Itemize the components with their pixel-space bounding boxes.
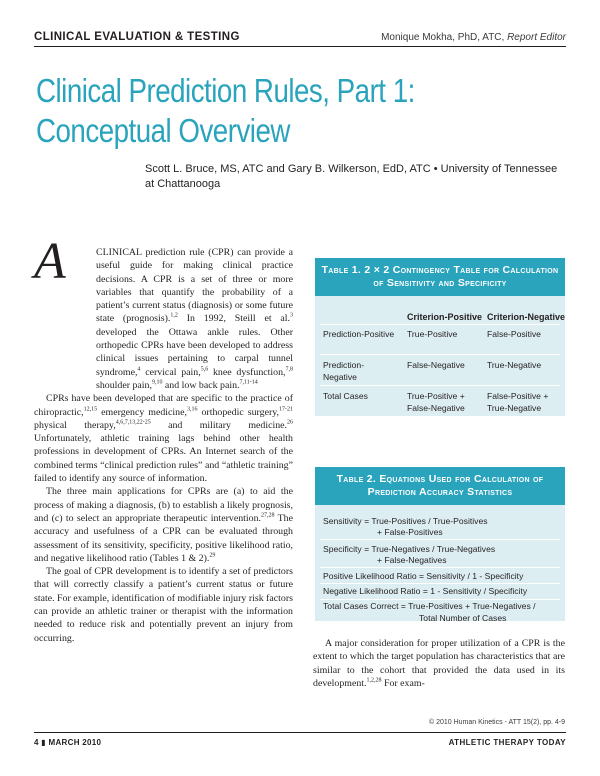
p2-c: orthopedic surgery, <box>197 406 280 418</box>
table-1-cell: False-Positive + True-Negative <box>487 391 549 413</box>
table-1-row-label: Prediction-Negative <box>323 360 365 382</box>
authors: Scott L. Bruce, MS, ATC and Gary B. Wilkerson, EdD, ATC • University of Tennessee at Chattanooga <box>145 163 558 190</box>
table-rule <box>320 324 560 325</box>
ref: 27,28 <box>260 512 275 519</box>
drop-cap: A <box>34 233 66 290</box>
left-column <box>34 246 293 645</box>
p1-a: CLINICAL prediction rule (CPR) can provide a useful guide for making clinical practice decisions. A CPR is a set of three or more variables that quantify the probability of a patient’s current status (diagnosis) or some future state (prognosis). <box>96 247 293 325</box>
page-number: 4 ▮ MARCH 2010 <box>34 738 102 747</box>
paragraph-2 <box>34 392 293 485</box>
journal-name: ATHLETIC THERAPY TODAY <box>448 738 566 747</box>
p1-f: shoulder pain, <box>96 379 152 391</box>
title-line-2: Conceptual Overview <box>36 112 290 149</box>
table-1 <box>315 258 565 416</box>
table-1-cell: True-Positive <box>407 329 458 339</box>
section-label: CLINICAL EVALUATION & TESTING <box>34 31 240 43</box>
ref: 1,2,28 <box>366 677 382 684</box>
p2-b: emergency medicine, <box>97 406 187 418</box>
table-1-cell: True-Negative <box>487 360 542 370</box>
p1-c: developed the Ottawa ankle rules. Other orthopedic CPRs have been developed to address clinical issues pertaining to carpal tunnel syndrome, <box>96 326 293 378</box>
p3-b: The accuracy and usefulness of a CPR can be evaluated through assessment of its sensitivity, specificity, positive likelihood ratio, and negative likelihood ratio (Tables 1 & 2). <box>34 512 293 564</box>
table-1-row-label: Prediction-Positive <box>323 329 395 339</box>
table-1-col-header: Criterion-Positive <box>407 312 483 322</box>
p1-b: In 1992, Steill et al. <box>177 313 290 325</box>
ref: 26 <box>287 419 293 426</box>
ref: 7,11-14 <box>239 379 258 386</box>
p3-a: The three main applications for CPRs are (a) to aid the process of making a diagnosis, (b) to establish a likely prognosis, and (c) to select an appropriate therapeutic intervention. <box>34 486 293 524</box>
equation-total-cases: Total Cases Correct = True-Positives + True-Negatives / <box>323 601 536 612</box>
p1-e: knee dysfunction, <box>208 366 286 378</box>
ref: 1,2 <box>170 313 178 320</box>
ref: 29 <box>209 552 216 559</box>
equation-specificity: Specificity = True-Negatives / True-Negatives <box>323 543 496 554</box>
table-1-cell: True-Positive + False-Negative <box>407 391 465 413</box>
editor-name: Monique Mokha, PhD, ATC, <box>381 32 508 43</box>
ref: 17-21 <box>279 406 294 413</box>
p2-d: physical therapy, <box>34 419 116 431</box>
p1-g: and low back pain. <box>162 379 240 391</box>
report-editor <box>381 32 566 43</box>
ref: 4,6,7,13,22-25 <box>115 419 151 426</box>
header-rule <box>34 46 566 47</box>
table-rule <box>320 354 560 355</box>
ref: 7,8 <box>285 366 293 373</box>
table-rule <box>320 385 560 386</box>
p1-text <box>34 246 293 392</box>
table-1-row-label: Total Cases <box>323 391 368 401</box>
ref: 3,16 <box>186 406 198 413</box>
table-rule <box>320 539 560 540</box>
equation-positive-lr: Positive Likelihood Ratio = Sensitivity / 1 - Specificity <box>323 570 524 581</box>
paragraph-1 <box>34 246 293 392</box>
ref: 5,6 <box>200 366 209 373</box>
paragraph-4: The goal of CPR development is to identify a set of predictors that will correctly classify a patient’s current status or future state. For example, identification of modifiable injury risk factors can provide an athletic trainer or therapist with the information needed to reduce risk and potentially prevent an injury from occurring. <box>34 566 293 644</box>
p1-d: cervical pain, <box>140 366 201 378</box>
ref: 3 <box>289 313 293 320</box>
equation-total-cases-cont: Total Number of Cases <box>419 612 507 623</box>
article-title <box>36 71 415 151</box>
equation-sensitivity: Sensitivity = True-Positives / True-Positives <box>323 515 488 526</box>
ref: 4 <box>137 366 141 373</box>
editor-role: Report Editor <box>507 32 566 43</box>
table-2 <box>315 467 565 621</box>
footer-rule <box>34 732 566 733</box>
paragraph-5 <box>313 637 565 690</box>
table-1-cell: False-Positive <box>487 329 541 339</box>
equation-sensitivity-cont: + False-Positives <box>377 526 443 537</box>
table-1-title: Table 1. 2 × 2 Contingency Table for Calculation of Sensitivity and Specificity <box>315 258 565 296</box>
right-column <box>313 637 565 690</box>
table-rule <box>320 567 560 568</box>
p5-b: For exam- <box>381 677 425 689</box>
ref: 12,15 <box>83 406 98 413</box>
equation-specificity-cont: + False-Negatives <box>377 554 447 565</box>
p2-a: CPRs have been developed that are specific to the practice of chiropractic, <box>34 393 293 418</box>
equation-negative-lr: Negative Likelihood Ratio = 1 - Sensitivity / Specificity <box>323 586 528 597</box>
copyright: © 2010 Human Kinetics - ATT 15(2), pp. 4-9 <box>428 719 565 726</box>
p5-a: A major consideration for proper utilization of a CPR is the extent to which the target population has characteristics that are similar to the cohort that provided the data used in its development. <box>313 638 565 689</box>
table-1-col-header: Criterion-Negative <box>487 312 566 322</box>
ref: 9,10 <box>151 379 163 386</box>
table-2-title: Table 2. Equations Used for Calculation of Prediction Accuracy Statistics <box>315 467 565 505</box>
p2-f: Unfortunately, athletic training lags behind other health professions in development of CPRs. An Internet search of the combined terms “clinical prediction rules” and “athletic training” failed to identify any source of information. <box>34 433 293 485</box>
title-line-1: Clinical Prediction Rules, Part 1: <box>36 72 415 109</box>
p2-e: and military medicine. <box>150 419 287 431</box>
table-1-cell: False-Negative <box>407 360 465 370</box>
paragraph-3 <box>34 485 293 565</box>
